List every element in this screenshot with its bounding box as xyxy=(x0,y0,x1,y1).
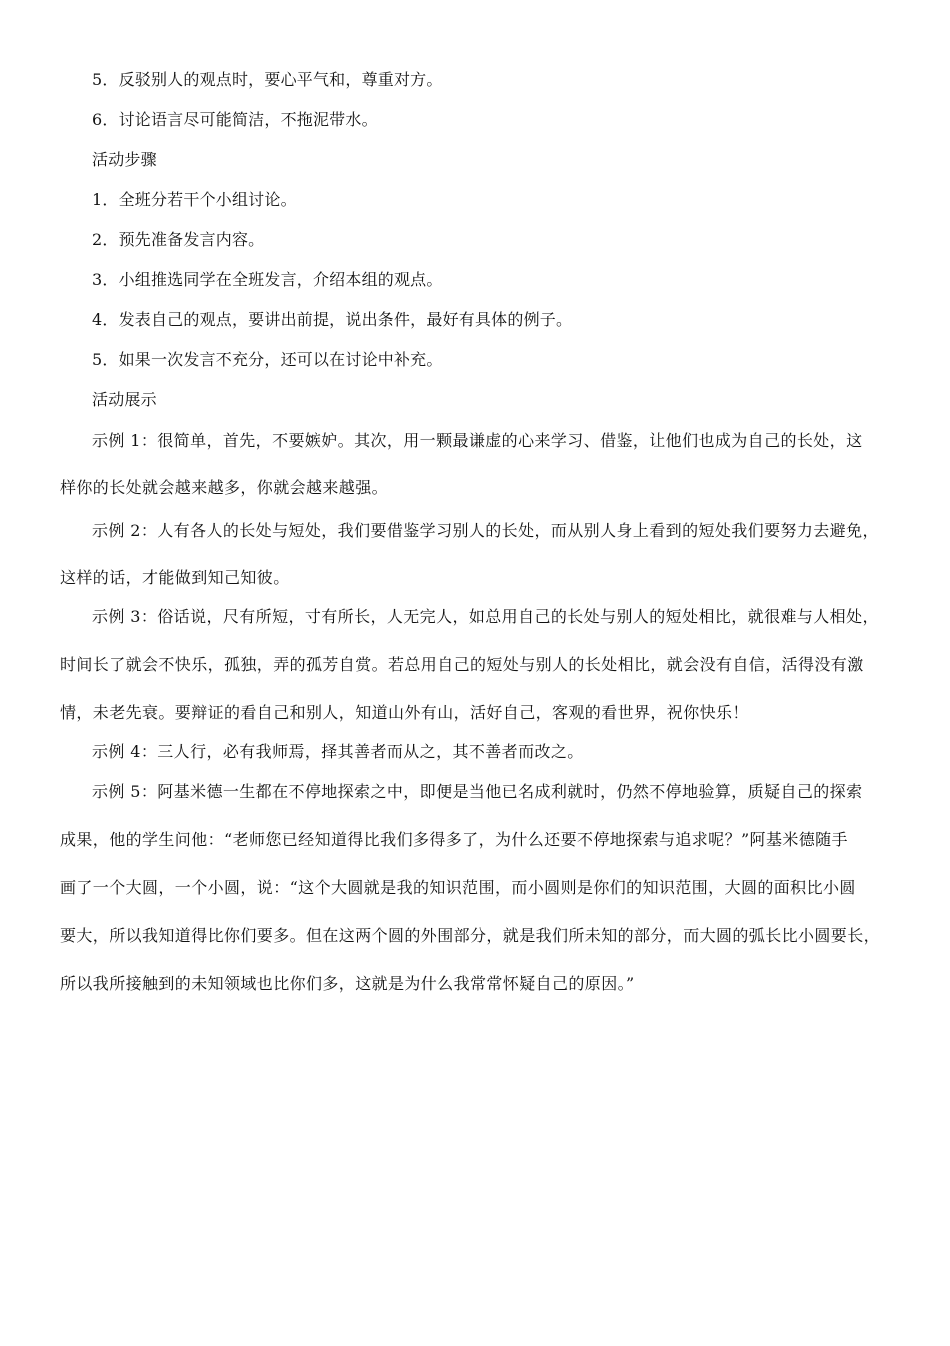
example-1-line-2: 样你的长处就会越来越多，你就会越来越强。 xyxy=(60,478,389,497)
step-item-1: 1．全班分若干个小组讨论。 xyxy=(92,190,297,209)
example-3-line-3: 情，未老先衰。要辩证的看自己和别人，知道山外有山，活好自己，客观的看世界，祝你快乐！ xyxy=(60,703,749,722)
example-5-line-3: 画了一个大圆，一个小圆，说：“这个大圆就是我的知识范围，而小圆则是你们的知识范围，大圆的面积比小圆 xyxy=(60,878,856,897)
step-item-5: 5．如果一次发言不充分，还可以在讨论中补充。 xyxy=(92,350,443,369)
example-5-line-4: 要大，所以我知道得比你们要多。但在这两个圆的外围部分，就是我们所未知的部分，而大圆的弧长比小圆要长， xyxy=(60,926,881,945)
step-item-4: 4．发表自己的观点，要讲出前提，说出条件，最好有具体的例子。 xyxy=(92,310,573,329)
example-5-line-1: 示例 5：阿基米德一生都在不停地探索之中，即便是当他已名成利就时，仍然不停地验算，质疑自己的探索 xyxy=(92,782,863,801)
showcase-heading: 活动展示 xyxy=(92,390,157,409)
example-5-line-2: 成果，他的学生问他：“老师您已经知道得比我们多得多了，为什么还要不停地探索与追求呢？”阿基米德随手 xyxy=(60,830,848,849)
example-2-line-1: 示例 2：人有各人的长处与短处，我们要借鉴学习别人的长处，而从别人身上看到的短处我们要努力去避免， xyxy=(92,521,879,540)
example-5-line-5: 所以我所接触到的未知领域也比你们多，这就是为什么我常常怀疑自己的原因。” xyxy=(60,974,635,993)
example-1-line-1: 示例 1：很简单，首先，不要嫉妒。其次，用一颗最谦虚的心来学习、借鉴，让他们也成为自己的长处，这 xyxy=(92,431,863,450)
step-item-2: 2．预先准备发言内容。 xyxy=(92,230,265,249)
example-3-line-1: 示例 3：俗话说，尺有所短，寸有所长，人无完人，如总用自己的长处与别人的短处相比，就很难与人相处， xyxy=(92,607,879,626)
step-item-3: 3．小组推选同学在全班发言，介绍本组的观点。 xyxy=(92,270,443,289)
steps-heading: 活动步骤 xyxy=(92,150,157,169)
example-2-line-2: 这样的话，才能做到知己知彼。 xyxy=(60,568,290,587)
example-3-line-2: 时间长了就会不快乐，孤独，弄的孤芳自赏。若总用自己的短处与别人的长处相比，就会没有自信，活得没有激 xyxy=(60,655,864,674)
example-4-line-1: 示例 4：三人行，必有我师焉，择其善者而从之，其不善者而改之。 xyxy=(92,742,584,761)
rule-item-6: 6．讨论语言尽可能简洁，不拖泥带水。 xyxy=(92,110,378,129)
rule-item-5: 5．反驳别人的观点时，要心平气和，尊重对方。 xyxy=(92,70,443,89)
